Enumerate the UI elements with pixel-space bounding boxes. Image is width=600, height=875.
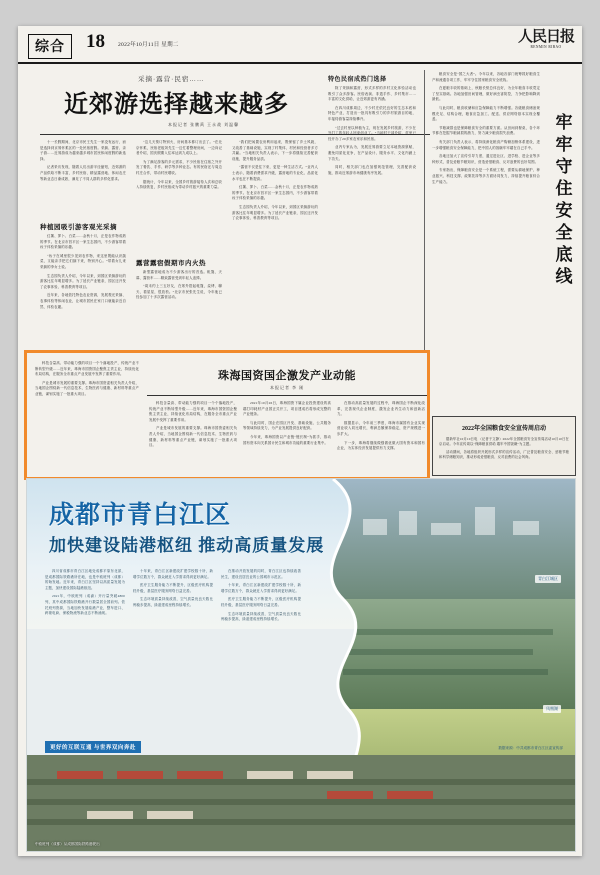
highlighted-article[interactable] xyxy=(24,350,430,480)
photo-badge-1: 青白江城区 xyxy=(535,575,561,583)
section-label: 综合 xyxy=(28,34,72,59)
right-vertical-headline: 牢牢守住安全底线 xyxy=(555,113,573,286)
promo-title: 成都市青白江区 xyxy=(49,502,232,529)
masthead xyxy=(18,26,582,64)
divider xyxy=(147,395,427,396)
issue-date: 2022年10月11日 星期二 xyxy=(118,42,179,48)
newspaper-sheet xyxy=(18,26,582,856)
rail-yard-illustration xyxy=(27,755,575,851)
promo-footer-photo xyxy=(27,755,575,851)
lead-col1: 十一长假期间，北京市民王先生一家没有远行，而是选择到京郊怀柔区的一处民宿度假。采摘、露营、亲子游……近郊游成为越来越多城市居民休闲度假的新选择。 记者采访发现，随着人们出游半径缩短，近郊游的产品供给不断丰富，乡村民宿、精品露营地、休闲农庄等新业态日渐成熟，满足了不同人群的多样化需求。 xyxy=(40,140,126,181)
promo-col2: 十年来，青白江区新建改扩建学校数十所，新增学位数万个，群众就近入学需求得到更好满足。 医疗卫生服务能力不断提升，区级医疗机构提档升级，基层医疗服务网络日益完善。 生态环境质量持续改善，空气质量优良天数比例稳步提高，绿道建成里程持续增长。 xyxy=(133,569,213,607)
photo-badge-2: 凤凰湖 xyxy=(543,705,561,713)
paper-name-en: RENMIN RIBAO xyxy=(530,45,562,49)
notice-title: 2022年全国粮食安全宣传周启动 xyxy=(461,426,546,432)
page-number: 18 xyxy=(86,31,105,52)
promo-subtitle: 加快建设陆港枢纽 推动高质量发展 xyxy=(49,536,325,555)
promo-tag-1: 更好的互联互通 与世界双向奔赴 xyxy=(45,741,141,753)
lead-col4: 除了采摘和露营，形式多样的乡村文化体验活动也吸引了众多游客。民俗表演、非遗手作、乡村集市……丰富的文化供给，让近郊游更有内涵。 在四川成都周边，不少村庄依托良好的生态本底和特色产业，打造出一批具有吸引力的乡村旅游目的地，年接待游客量持续攀升。 “过去村里以种植为主，现在发展乡村旅游，不少在外打工的年轻人回来创业了。”当地村干部介绍，村里已经开办了20多家农家乐和民宿。 业内专家认为，发展近郊游要立足本地资源禀赋，避免同质化竞争，在产品设计、服务水平、文化内涵上下功夫。 同时，相关部门也在加强规范管理，完善配套设施，推动近郊游市场健康有序发展。 xyxy=(328,86,416,175)
lead-col3: “我们把闲置农房利用起来，既保留了乡土风貌，又改善了基础设施，实现了村集体、村民和经营者多方共赢。”当地相关负责人表示，下一步将继续完善配套设施，提升服务品质。 “露营不仅是住下来，更是一种生活方式。”业内人士表示，随着消费需求升级，露营地的专业化、品质化水平也在不断提高。 红薯、萝卜、白菜……金秋十月，正是农作物成熟的季节。在北京市昌平区一家生态园内，不少游客带着孩子体验采摘的乐趣。 生态园负责人介绍，今年以来，到园区采摘游玩的游客比往年明显增多。为了延长产业链条，园区还开发了农事体验、科普教育等项目。 xyxy=(232,140,318,221)
lead-headline: 近郊游选择越来越多 xyxy=(64,92,289,118)
highlight-col3: 在推动高质量发展的过程中，珠海国企不断深化改革，完善现代企业制度，激发企业内生动力和创新活力。 数据显示，今年前三季度，珠海市属国有企业实现营业收入同比增长，利润总额保持稳定，资产规模进一步扩大。 下一步，珠海将继续做强做优做大国有资本和国有企业，为实体经济发展提供有力支撑。 xyxy=(337,401,425,451)
notice-body: 据新华社10月10日电 （记者于文静）2022年全国粮食安全宣传周活动10月10日在京启动。今年宣传周以“保障粮食供给 端牢中国饭碗”为主题。 活动期间，各地将组织开展形式多样的宣传活动，广泛普及粮食安全、爱粮节粮和科学储粮知识，推动形成爱惜粮食、反对浪费的社会风尚。 xyxy=(439,437,569,459)
notice-box xyxy=(432,416,576,476)
highlight-title: 珠海国资国企激发产业动能 xyxy=(218,370,356,382)
lead-col2-top: “这几天预订特别火，房间基本都订出去了。”在北京怀柔，民宿老板刘先生一边忙着整理房间，一边向记者介绍，国庆假期入住率达到九成以上。 为了满足游客的多元需求，不少民宿在住宿之外开发了餐饮、手作、研学等多种业态。有的民宿还与周边村庄合作，带动村民增收。 据统计，今年以来，全国乡村旅游接待人次和总收入持续恢复，乡村民宿成为带动乡村振兴的重要力量。 xyxy=(136,140,222,190)
promo-photo-caption: 中欧班列（成都）从成都国际铁路港驶出 xyxy=(35,842,100,846)
lead-kicker: 采摘·露营·民宿…… xyxy=(138,76,205,83)
lead-col1b: 红薯、萝卜、白菜……金秋十月，正是农作物成熟的季节。在北京市昌平区一家生态园内，不少游客带着孩子体验采摘的乐趣。 “孩子在城里很少见到农作物，来这里既能认识蔬菜，又能亲手把它们摘下来，特别开心。”带着女儿来采摘的李女士说。 生态园负责人介绍，今年以来，到园区采摘游玩的游客比往年明显增多。为了延长产业链条，园区还开发了农事体验、科普教育等项目。 近年来，各地依托特色农业资源，发展观光采摘、农事体验等休闲农业，让城市居民在家门口就能亲近自然、体验农趣。 xyxy=(40,234,126,309)
highlight-col1: 科技含量高、带动能力强的项目一个个落地投产，传统产业不断转型升级……近年来，珠海市国资国企聚焦主责主业，持续优化布局结构，在服务全市重点产业发展中发挥了重要作用。 产业是城市发展的重要支撑。珠海市国资委相关负责人介绍，当地国企围绕新一代信息技术、生物医药与健康、新材料等重点产业链，谋划实施了一批重大项目。 xyxy=(149,401,237,448)
paper-logo xyxy=(518,30,574,50)
lead-subhead-2: 露营露宿假期市内火热 xyxy=(136,260,206,267)
paper-name: 人民日报 xyxy=(517,29,574,45)
promo-col3: 在推动开放发展的同时，青白江区也持续改善民生，建设宜居宜业的公园城市示范区。 十年来，青白江区新建改扩建学校数十所，新增学位数万个，群众就近入学需求得到更好满足。 医疗卫生服务能力不断提升，区级医疗机构提档升级，基层医疗服务网络日益完善。 生态环境质量持续改善，空气质量优良天数比例稳步提高，绿道建成里程持续增长。 xyxy=(221,569,301,622)
advertorial xyxy=(26,478,576,852)
lead-subhead-1: 种植园吸引游客观光采摘 xyxy=(40,224,117,231)
promo-col1: 四川省成都市青白江区地处成都平原东北部，是成都国际铁路港所在地，也是中欧班列（成都）的始发地。近年来，青白江区坚持以高质量发展为主题，加快建设国际陆港枢纽。 2021年，中欧班列（成渝）开行量突破4800列，其中成都国际铁路港开行数量居全国前列。依托班列资源，当地加快发展临港产业，整车进口、跨境电商、保税物流等新业态不断涌现。 xyxy=(45,569,125,616)
lead-col2-bottom: 新型露营地成为不少游客出行的首选。帐篷、天幕、露营车……精致露营受到年轻人追捧。 “周末约上三五好友，在郊外搭起帐篷，烧烤、聊天、看星星，很放松。”北京市民张先生说，今年他已经参加了十多次露营活动。 xyxy=(136,270,222,300)
lead-subhead-3: 特色民宿成热门选择 xyxy=(328,77,387,83)
highlight-byline: 本报记者 李 刚 xyxy=(270,385,304,390)
promo-credit: 数据来源：中共成都市青白江区委宣传部 xyxy=(498,746,563,750)
highlight-col2: 2021年10月26日，珠海国资下属企业投资建设的高端打印耗材产业园正式开工，项目建成后将形成完整的产业链条。 与此同时，国企在园区开发、基础设施、公共服务等领域持续发力，为产业发展提供良好配套。 今年来，珠海国资以产业链“链长制”为抓手，推动国有资本向关系国计民生和城市功能的重要行业集中。 xyxy=(243,401,331,445)
right-col: 粮食安全是“国之大者”。今年以来，各地各部门统筹抓好粮食生产和流通各项工作，牢牢守住国家粮食安全底线。 在夏粮丰收的基础上，秋粮长势总体良好，为全年粮食丰收奠定了坚实基础。各地加强田间管理，做好病虫害防控，力争把影响降到最低。 与此同时，粮食收储和应急保障能力不断增强。各级粮食储备规模充足、结构合理，粮食应急加工、配送、供应网络基本实现全覆盖。 节粮减损也是保障粮食安全的重要方面。从田间到餐桌，各个环节都在挖掘节粮减损的潜力，努力减少粮食损失浪费。 有关部门负责人表示，将持续深化粮食产购储加销体系建设，进一步增强粮食安全保障能力，把中国人的饭碗牢牢端在自己手中。 各地还加大了宣传引导力度，通过进社区、进学校、进企业等多种形式，普及爱粮节粮知识，营造爱惜粮食、反对浪费的良好氛围。 专家指出，保障粮食安全是一个系统工程，需要从耕地保护、种业振兴、科技支撑、政策扶持等多方面协同发力，持续提升粮食综合生产能力。 xyxy=(432,72,540,184)
highlight-col0: 科技含量高、带动能力强的项目一个个落地投产，传统产业不断转型升级……近年来，珠海市国资国企聚焦主责主业，持续优化布局结构，在服务全市重点产业发展中发挥了重要作用。 产业是城市发展的重要支撑。珠海市国资委相关负责人介绍，当地国企围绕新一代信息技术、生物医药与健康、新材料等重点产业链，谋划实施了一批重大项目。 xyxy=(35,361,139,396)
lead-byline: 本报记者 张鹏禹 王永战 刘温馨 xyxy=(168,122,239,127)
